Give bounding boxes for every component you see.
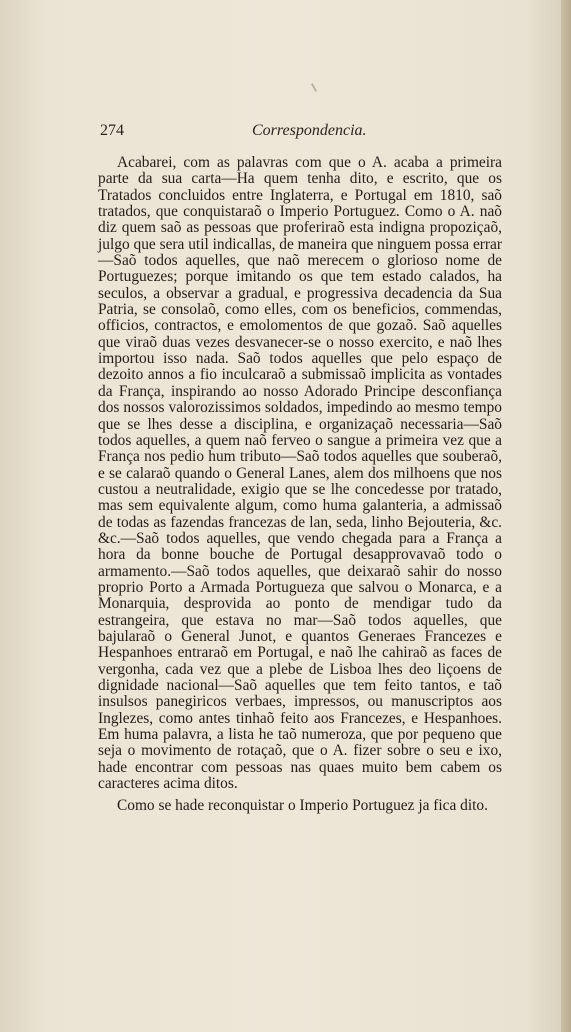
paragraph-1: Acabarei, com as palavras com que o A. acaba a primeira parte da sua carta—Ha quem tenha dito, e escrito, que os Tratados concluidos entre Inglaterra, e Portugal em 1810, saõ tratados, que conquistaraõ o Imperio Portuguez. Como o A. naõ diz quem saõ as pessoas que proferiraõ esta indigna propoziçaõ, julgo que sera util indicallas, de maneira que ninguem possa errar—Saõ todos aquelles, que naõ merecem o glorioso nome de Portuguezes; porque imitando os que tem estado calados, ha seculos, a observar a gradual, e progressiva decadencia da Sua Patria, se consolaõ, como elles, com os beneficios, commendas, officios, contractos, e emolomentos de que gozaõ. Saõ aquelles que viraõ duas vezes desvanecer-se o nosso exercito, e naõ lhes importou isso nada. Saõ todos aquelles que pelo espaço de dezoito annos a fio inculcaraõ a submissaõ implicita as vontades da França, inspirando ao nosso Adorado Principe desconfiança dos nossos valorozissimos soldados, impedindo ao mesmo tempo que se lhes desse a disciplina, e organizaçaõ necessaria—Saõ todos aquelles, a quem naõ ferveo o sangue a primeira vez que a França nos pedio hum tributo—Saõ todos aquelles que souberaõ, e se calaraõ quando o General Lanes, alem dos milhoens que nos custou a neutralidade, exigio que se lhe concedesse por tratado, mas sem equivalente algum, como huma galanteria, a admissaõ de todas as fazendas francezas de lan, seda, linho Bejouteria, &c. &c.—Saõ todos aquelles, que vendo chegada para a França a hora da bonne bouche de Portugal desapprovavaõ todo o armamento.—Saõ todos aquelles, que deixaraõ sahir do nosso proprio Porto a Armada Portugueza que salvou o Monarca, e a Monarquia, desprovida ao ponto de mendigar tudo da estrangeira, que estava no mar—Saõ todos aquelles, que bajularaõ o General Junot, e quantos Generaes Francezes e Hespanhoes entraraõ em Portugal, e naõ lhe cahiraõ as faces de vergonha, cada vez que a plebe de Lisboa lhes deo liçoens de dignidade nacional—Saõ aquelles que tem feito tantos, e taõ insulsos panegiricos verbaes, impressos, ou manuscriptos aos Inglezes, como antes tinhaõ feito aos Francezes, e Hespanhoes. Em huma palavra, a lista he taõ numeroza, que por pequeno que seja o movimento de rotaçaõ, que o A. fizer sobre o seu e ixo, hade encontrar com pessoas nas quaes muito bem cabem os caracteres acima ditos.: [98, 154, 502, 793]
page-header: [100, 122, 495, 144]
body-text: [98, 155, 502, 815]
paragraph-2: Como se hade reconquistar o Imperio Portuguez ja fica dito.: [117, 797, 488, 815]
page-number: 274: [100, 122, 124, 139]
ink-mark: [311, 83, 317, 92]
page-gutter-shadow: [561, 0, 571, 1032]
running-title: Correspondencia.: [252, 122, 367, 139]
